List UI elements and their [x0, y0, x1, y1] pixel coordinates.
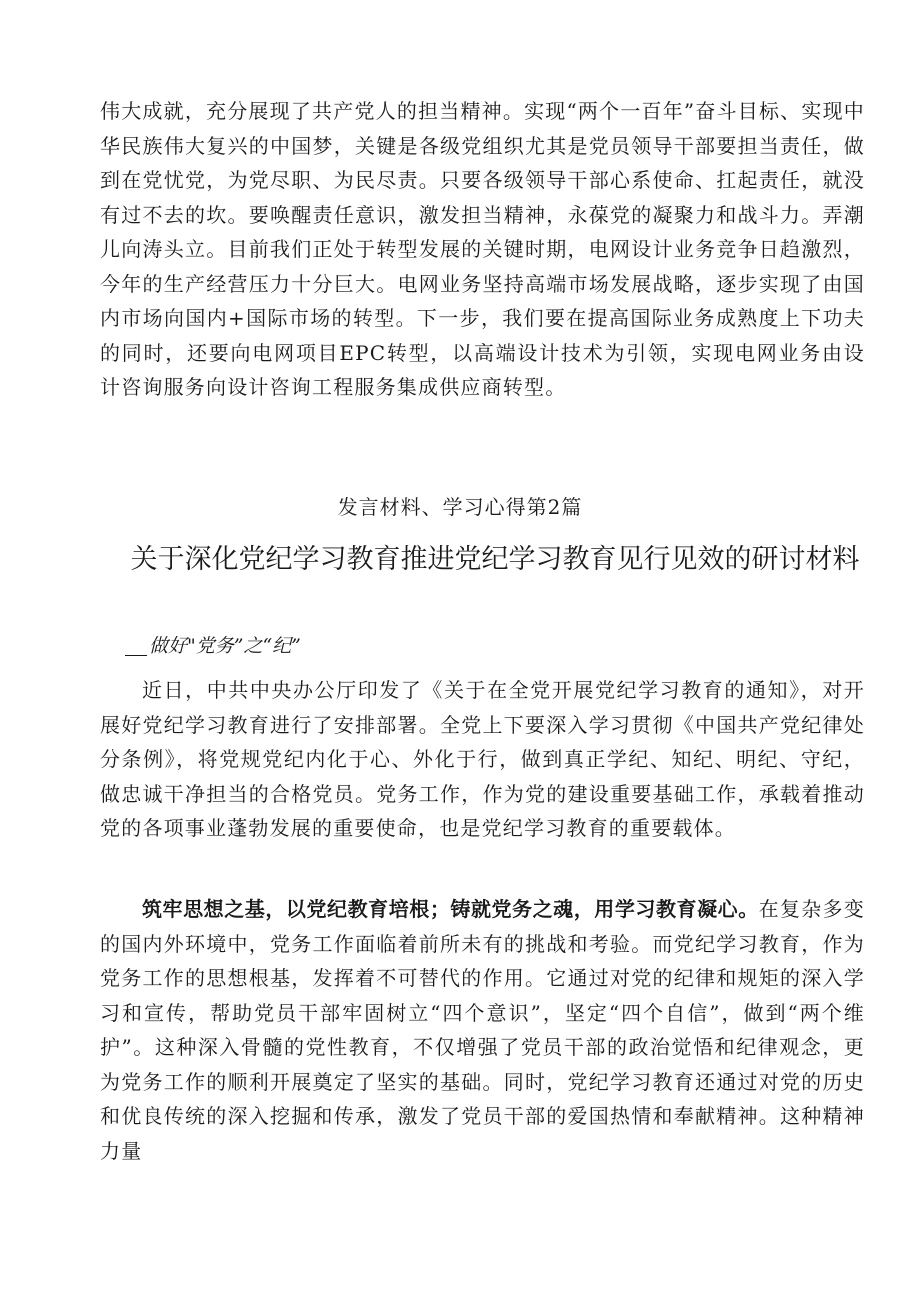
- body-paragraph: [100, 892, 865, 1168]
- section-subtitle: 发言材料、学习心得第2篇: [337, 495, 583, 519]
- bold-lead-sentence: 筑牢思想之基，以党纪教育培根；铸就党务之魂，用学习教育凝心。: [142, 897, 759, 921]
- lead-line-text: 做好"党务”之“纪”: [149, 635, 301, 657]
- lead-line: [125, 632, 301, 660]
- intro-paragraph: 近日，中共中央办公厅印发了《关于在全党开展党纪学习教育的通知》，对开展好党纪学习教育进行了安排部署。全党上下要深入学习贯彻《中国共产党纪律处分条例》，将党规党纪内化于心、外化于行，做到真正学纪、知纪、明纪、守纪，做忠诚干净担当的合格党员。党务工作，作为党的建设重要基础工作，承载着推动党的各项事业蓬勃发展的重要使命，也是党纪学习教育的重要载体。: [100, 678, 865, 840]
- body-paragraph-text: 在复杂多变的国内外环境中，党务工作面临着前所未有的挑战和考验。而党纪学习教育，作为党务工作的思想根基，发挥着不可替代的作用。它通过对党的纪律和规矩的深入学习和宣传，帮助党员干部牢固树立“四个意识”，坚定“四个自信”，做到“两个维护”。这种深入骨髓的党性教育，不仅增强了党员干部的政治觉悟和纪律观念，更为党务工作的顺利开展奠定了坚实的基础。同时，党纪学习教育还通过对党的历史和优良传统的深入挖掘和传承，激发了党员干部的爱国热情和奉献精神。这种精神力量: [100, 897, 866, 1163]
- section-title: 关于深化党纪学习教育推进党纪学习教育见行见效的研讨材料: [130, 544, 860, 575]
- underline-rule: [125, 655, 147, 656]
- body-paragraph-continued: 伟大成就，充分展现了共产党人的担当精神。实现“两个一百年”奋斗目标、实现中华民族伟大复兴的中国梦，关键是各级党组织尤其是党员领导干部要担当责任，做到在党忧党，为党尽职、为民尽责。只要各级领导干部心系使命、扛起责任，就没有过不去的坎。要唤醒责任意识，激发担当精神，永葆党的凝聚力和战斗力。弄潮儿向涛头立。目前我们正处于转型发展的关键时期，电网设计业务竞争日趋激烈，今年的生产经营压力十分巨大。电网业务坚持高端市场发展战略，逐步实现了由国内市场向国内+国际市场的转型。下一步，我们要在提高国际业务成熟度上下功夫的同时，还要向电网项目EPC转型，以高端设计技术为引领，实现电网业务由设计咨询服务向设计咨询工程服务集成供应商转型。: [100, 99, 865, 399]
